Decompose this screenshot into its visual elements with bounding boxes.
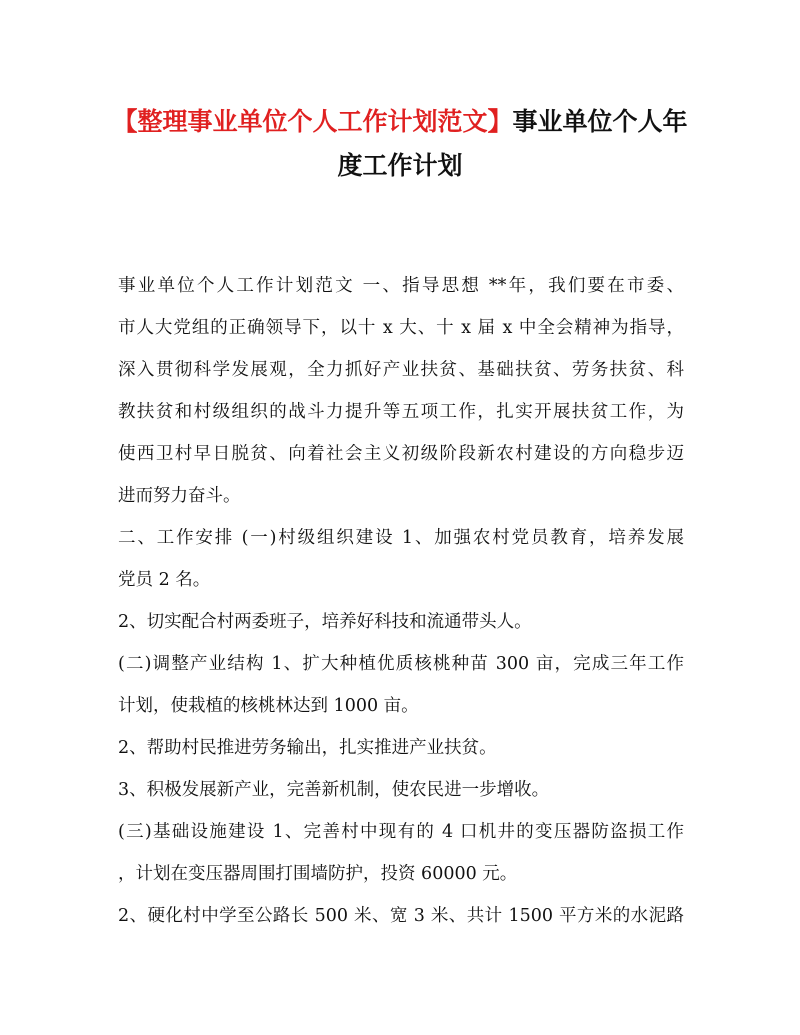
- document-title: [100, 100, 700, 188]
- paragraph-line: 计划，使栽植的核桃林达到 1000 亩。: [118, 696, 419, 716]
- paragraph-line: (三)基础设施建设 1、完善村中现有的 4 口机井的变压器防盗损工作: [118, 822, 684, 842]
- paragraph-line: 市人大党组的正确领导下，以十 x 大、十 x 届 x 中全会精神为指导，: [118, 318, 684, 338]
- paragraph-line: ，计划在变压器周围打围墙防护，投资 60000 元。: [118, 864, 518, 884]
- document-body: [118, 265, 684, 937]
- paragraph-line: 深入贯彻科学发展观，全力抓好产业扶贫、基础扶贫、劳务扶贫、科: [118, 360, 684, 380]
- paragraph-line: 2、硬化村中学至公路长 500 米、宽 3 米、共计 1500 平方米的水泥路: [118, 906, 684, 926]
- paragraph-line: 使西卫村早日脱贫、向着社会主义初级阶段新农村建设的方向稳步迈: [118, 444, 684, 464]
- paragraph-line: 二、工作安排 (一)村级组织建设 1、加强农村党员教育，培养发展: [118, 528, 684, 548]
- title-line-1: [100, 100, 700, 144]
- paragraph-line: 3、积极发展新产业，完善新机制，使农民进一步增收。: [118, 780, 550, 800]
- paragraph-line: (二)调整产业结构 1、扩大种植优质核桃种苗 300 亩，完成三年工作: [118, 654, 684, 674]
- paragraph-line: 2、切实配合村两委班子，培养好科技和流通带头人。: [118, 612, 532, 632]
- title-line-2: 度工作计划: [337, 151, 463, 180]
- paragraph-line: 进而努力奋斗。: [118, 486, 241, 506]
- paragraph-line: 事业单位个人工作计划范文 一、指导思想 **年，我们要在市委、: [118, 276, 684, 296]
- paragraph-line: 2、帮助村民推进劳务输出，扎实推进产业扶贫。: [118, 738, 497, 758]
- title-main: 事业单位个人年: [512, 107, 688, 136]
- title-highlight: 【整理事业单位个人工作计划范文】: [112, 107, 513, 136]
- paragraph-line: 党员 2 名。: [118, 570, 211, 590]
- paragraph-line: 教扶贫和村级组织的战斗力提升等五项工作，扎实开展扶贫工作，为: [118, 402, 684, 422]
